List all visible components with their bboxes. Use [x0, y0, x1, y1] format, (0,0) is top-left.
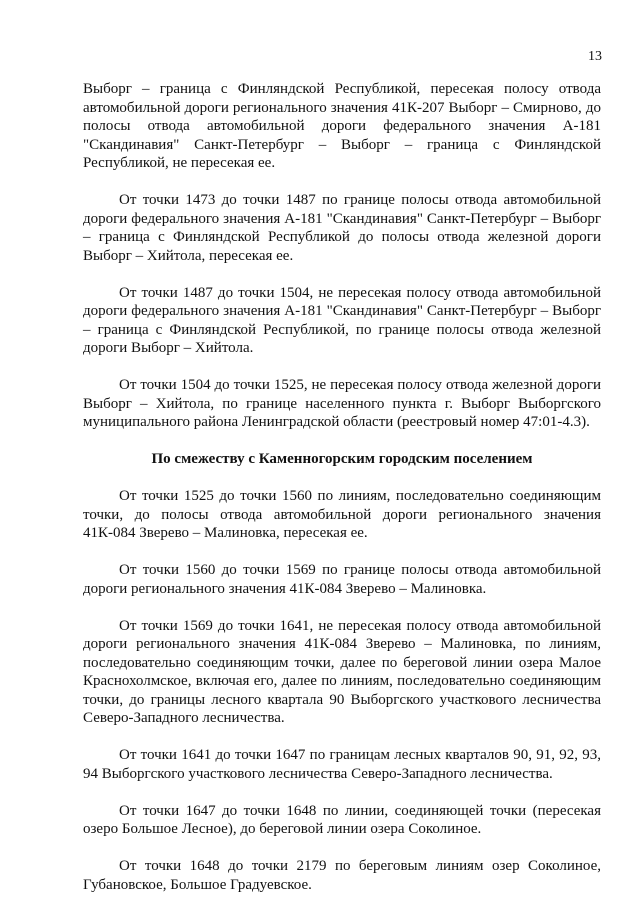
- paragraph-continuation: Выборг – граница с Финляндской Республикой, пересекая полосу отвода автомобильной дороги регионального значения 41К-207 Выборг – Смирново, до полосы отвода автомобильной дороги федерального значения А-181 "Скандинавия" Санкт-Петербург – Выборг – граница с Финляндской Республикой, не пересекая ее.: [83, 81, 601, 171]
- paragraph: От точки 1560 до точки 1569 по границе полосы отвода автомобильной дороги регионального значения 41К-084 Зверево – Малиновка.: [83, 562, 601, 597]
- paragraph: От точки 1569 до точки 1641, не пересекая полосу отвода автомобильной дороги регионального значения 41К-084 Зверево – Малиновка, по линиям, последовательно соединяющим точки, далее по береговой линии озера Малое Краснохолмское, включая его, далее по линиям, последовательно соединяющим точки, до границы лесного квартала 90 Выборгского участкового лесничества Северо-Западного лесничества.: [83, 617, 601, 726]
- paragraph: От точки 1487 до точки 1504, не пересекая полосу отвода автомобильной дороги федерального значения А-181 "Скандинавия" Санкт-Петербург – Выборг – граница с Финляндской Республикой, по границе полосы отвода железной дороги Выборг – Хийтола.: [83, 284, 601, 356]
- section-heading: По смежеству с Каменногорским городским поселением: [151, 451, 533, 467]
- paragraph: От точки 1525 до точки 1560 по линиям, последовательно соединяющим точки, до полосы отвода автомобильной дороги регионального значения 41К-084 Зверево – Малиновка, пересекая ее.: [83, 488, 601, 541]
- paragraph: От точки 1504 до точки 1525, не пересекая полосу отвода железной дороги Выборг – Хийтола, по границе населенного пункта г. Выборг Выборгского муниципального района Ленинградской области (реестровый номер 47:01-4.3).: [83, 377, 601, 430]
- document-body: [83, 80, 601, 913]
- paragraph: От точки 1473 до точки 1487 по границе полосы отвода автомобильной дороги федерального значения А-181 "Скандинавия" Санкт-Петербург – Выборг – граница с Финляндской Республикой до полосы отвода железной дороги Выборг – Хийтола, пересекая ее.: [83, 192, 601, 264]
- paragraph: От точки 1648 до точки 2179 по береговым линиям озер Соколиное, Губановское, Большое Градуевское.: [83, 858, 601, 893]
- paragraph: От точки 1641 до точки 1647 по границам лесных кварталов 90, 91, 92, 93, 94 Выборгского участкового лесничества Северо-Западного лесничества.: [83, 747, 601, 782]
- page-number: 13: [588, 49, 602, 64]
- paragraph: От точки 1647 до точки 1648 по линии, соединяющей точки (пересекая озеро Большое Лесное), до береговой линии озера Соколиное.: [83, 802, 601, 837]
